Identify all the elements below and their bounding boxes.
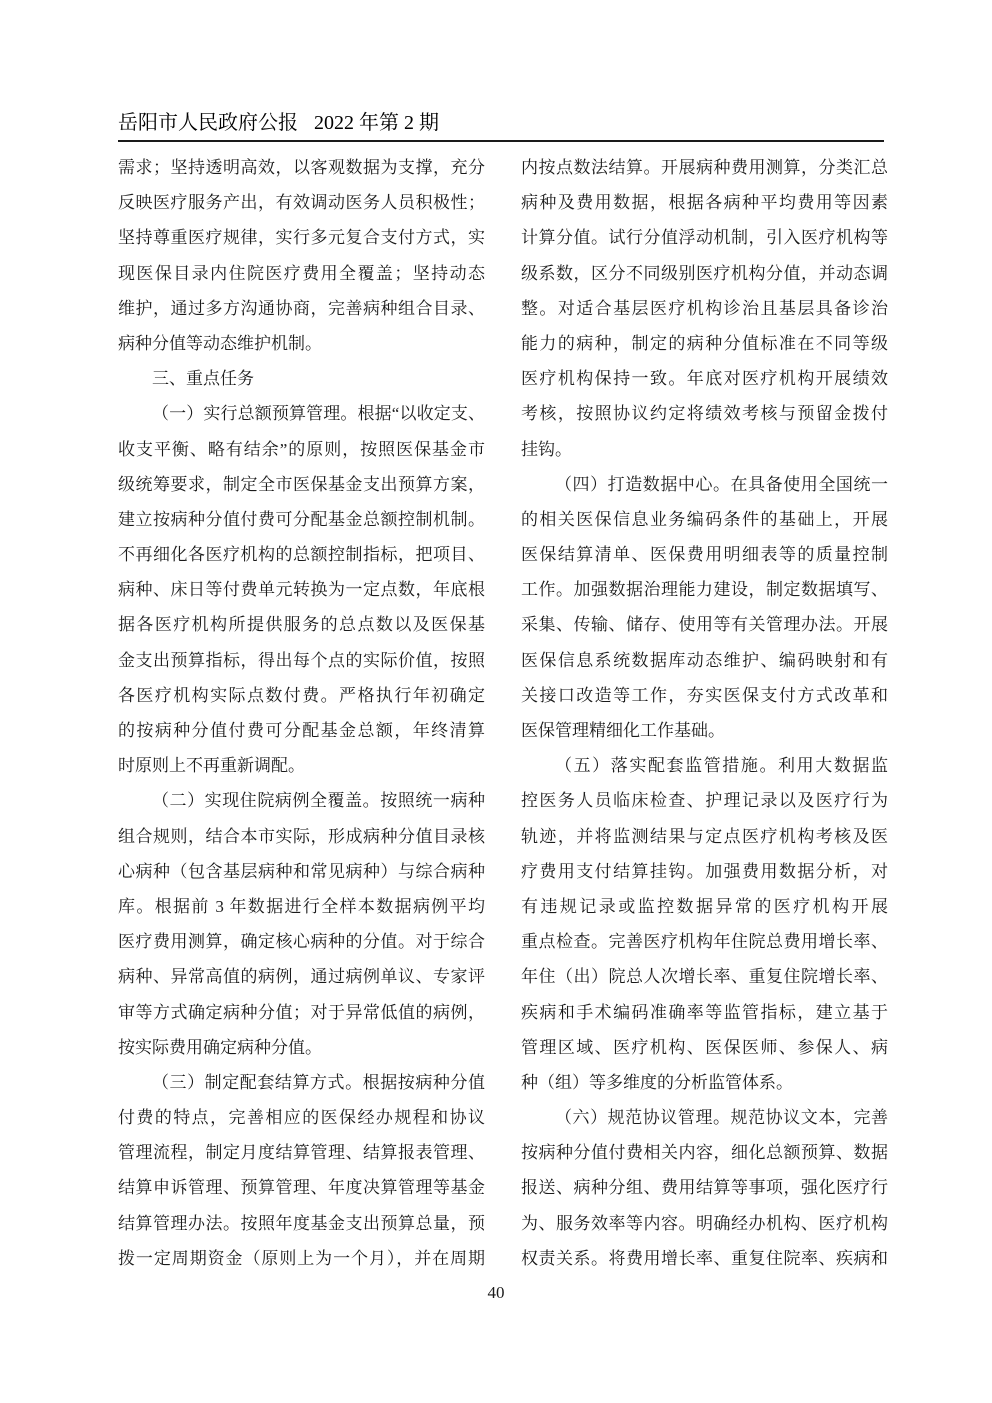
text-line: 控医务人员临床检查、护理记录以及医疗行为 — [521, 791, 888, 811]
text-line: 金支出预算指标，得出每个点的实际价值，按照 — [118, 650, 485, 670]
text-line: 三、重点任务 — [152, 369, 254, 389]
text-line: 为、服务效率等内容。明确经办机构、医疗机构 — [521, 1213, 888, 1233]
text-line: （二）实现住院病例全覆盖。按照统一病种 — [152, 791, 485, 811]
text-line: 病种分值等动态维护机制。 — [118, 333, 322, 353]
text-line: 库。根据前 3 年数据进行全样本数据病例平均 — [118, 896, 485, 916]
text-line: 采集、传输、储存、使用等有关管理办法。开展 — [521, 615, 888, 635]
text-line: 关接口改造等工作，夯实医保支付方式改革和 — [521, 685, 888, 705]
text-line: 内按点数法结算。开展病种费用测算，分类汇总 — [521, 158, 888, 177]
text-line: 结算申诉管理、预算管理、年度决算管理等基金 — [118, 1178, 485, 1198]
text-line: 医保结算清单、医保费用明细表等的质量控制 — [521, 545, 888, 565]
text-line: 年住（出）院总人次增长率、重复住院增长率、 — [521, 967, 888, 987]
text-line: 坚持尊重医疗规律，实行多元复合支付方式，实 — [118, 228, 485, 248]
text-line: 有违规记录或监控数据异常的医疗机构开展 — [521, 896, 888, 916]
text-line: （六）规范协议管理。规范协议文本，完善 — [555, 1108, 888, 1128]
text-line: 管理流程，制定月度结算管理、结算报表管理、 — [118, 1143, 485, 1163]
text-line: 的相关医保信息业务编码条件的基础上，开展 — [521, 509, 888, 529]
text-line: 组合规则，结合本市实际，形成病种分值目录核 — [118, 826, 485, 846]
text-line: 反映医疗服务产出，有效调动医务人员积极性； — [118, 193, 485, 213]
text-line: 需求；坚持透明高效，以客观数据为支撑，充分 — [118, 158, 485, 177]
text-line: 医疗费用测算，确定核心病种的分值。对于综合 — [118, 932, 485, 952]
issue-label: 2022 年第 2 期 — [314, 112, 439, 134]
text-line: 心病种（包含基层病种和常见病种）与综合病种 — [118, 861, 485, 881]
text-line: 级统筹要求，制定全市医保基金支出预算方案， — [118, 474, 485, 494]
text-line: 审等方式确定病种分值；对于异常低值的病例， — [118, 1002, 485, 1022]
text-line: 按病种分值付费相关内容，细化总额预算、数据 — [521, 1143, 888, 1163]
text-line: 的按病种分值付费可分配基金总额，年终清算 — [118, 721, 485, 740]
text-line: 级系数，区分不同级别医疗机构分值，并动态调 — [521, 263, 888, 283]
text-line: 付费的特点，完善相应的医保经办规程和协议 — [118, 1108, 485, 1128]
page-header — [118, 110, 439, 136]
right-column — [521, 150, 888, 1276]
text-line: 报送、病种分组、费用结算等事项，强化医疗行 — [521, 1178, 888, 1198]
gazette-title: 岳阳市人民政府公报 — [118, 112, 298, 134]
text-line: 权责关系。将费用增长率、重复住院率、疾病和 — [521, 1248, 888, 1268]
text-line: 轨迹，并将监测结果与定点医疗机构考核及医 — [521, 826, 888, 846]
text-line: （一）实行总额预算管理。根据“以收定支、 — [152, 404, 485, 424]
text-line: 计算分值。试行分值浮动机制，引入医疗机构等 — [521, 228, 888, 248]
text-line: 按实际费用确定病种分值。 — [118, 1037, 322, 1057]
text-line: 结算管理办法。按照年度基金支出预算总量，预 — [118, 1213, 485, 1233]
text-line: 拨一定周期资金（原则上为一个月），并在周期 — [118, 1248, 485, 1268]
text-line: 现医保目录内住院医疗费用全覆盖；坚持动态 — [118, 263, 485, 283]
text-line: 医疗机构保持一致。年底对医疗机构开展绩效 — [521, 369, 888, 389]
text-line: 整。对适合基层医疗机构诊治且基层具备诊治 — [521, 298, 888, 318]
article-body — [118, 150, 888, 1276]
text-line: 挂钩。 — [521, 439, 572, 459]
text-line: 管理区域、医疗机构、医保医师、参保人、病 — [521, 1037, 888, 1057]
text-line: 据各医疗机构所提供服务的总点数以及医保基 — [118, 615, 485, 635]
text-line: （三）制定配套结算方式。根据按病种分值 — [152, 1072, 485, 1092]
text-line: （四）打造数据中心。在具备使用全国统一 — [555, 474, 888, 494]
header-rule — [118, 140, 884, 142]
text-line: 时原则上不再重新调配。 — [118, 756, 305, 776]
text-line: 不再细化各医疗机构的总额控制指标，把项目、 — [118, 545, 485, 565]
text-line: 病种、异常高值的病例，通过病例单议、专家评 — [118, 967, 485, 987]
text-line: 医保信息系统数据库动态维护、编码映射和有 — [521, 650, 888, 670]
text-line: 种（组）等多维度的分析监管体系。 — [521, 1072, 793, 1092]
text-line: （五）落实配套监管措施。利用大数据监 — [555, 756, 888, 776]
text-line: 能力的病种，制定的病种分值标准在不同等级 — [521, 333, 888, 353]
page-number: 40 — [487, 1283, 505, 1302]
text-line: 疗费用支付结算挂钩。加强费用数据分析，对 — [521, 861, 888, 881]
text-line: 考核，按照协议约定将绩效考核与预留金拨付 — [521, 404, 888, 424]
text-line: 各医疗机构实际点数付费。严格执行年初确定 — [118, 685, 485, 705]
text-line: 病种、床日等付费单元转换为一定点数，年底根 — [118, 580, 485, 600]
text-line: 工作。加强数据治理能力建设，制定数据填写、 — [521, 580, 888, 600]
page-footer — [0, 1283, 992, 1303]
text-line: 病种及费用数据，根据各病种平均费用等因素 — [521, 193, 888, 213]
text-line: 建立按病种分值付费可分配基金总额控制机制。 — [118, 509, 485, 529]
text-line: 疾病和手术编码准确率等监管指标，建立基于 — [521, 1002, 888, 1022]
text-line: 收支平衡、略有结余”的原则，按照医保基金市 — [118, 439, 485, 459]
text-line: 维护，通过多方沟通协商，完善病种组合目录、 — [118, 298, 485, 318]
text-line: 重点检查。完善医疗机构年住院总费用增长率、 — [521, 932, 888, 952]
left-column — [118, 150, 485, 1276]
text-line: 医保管理精细化工作基础。 — [521, 721, 725, 740]
